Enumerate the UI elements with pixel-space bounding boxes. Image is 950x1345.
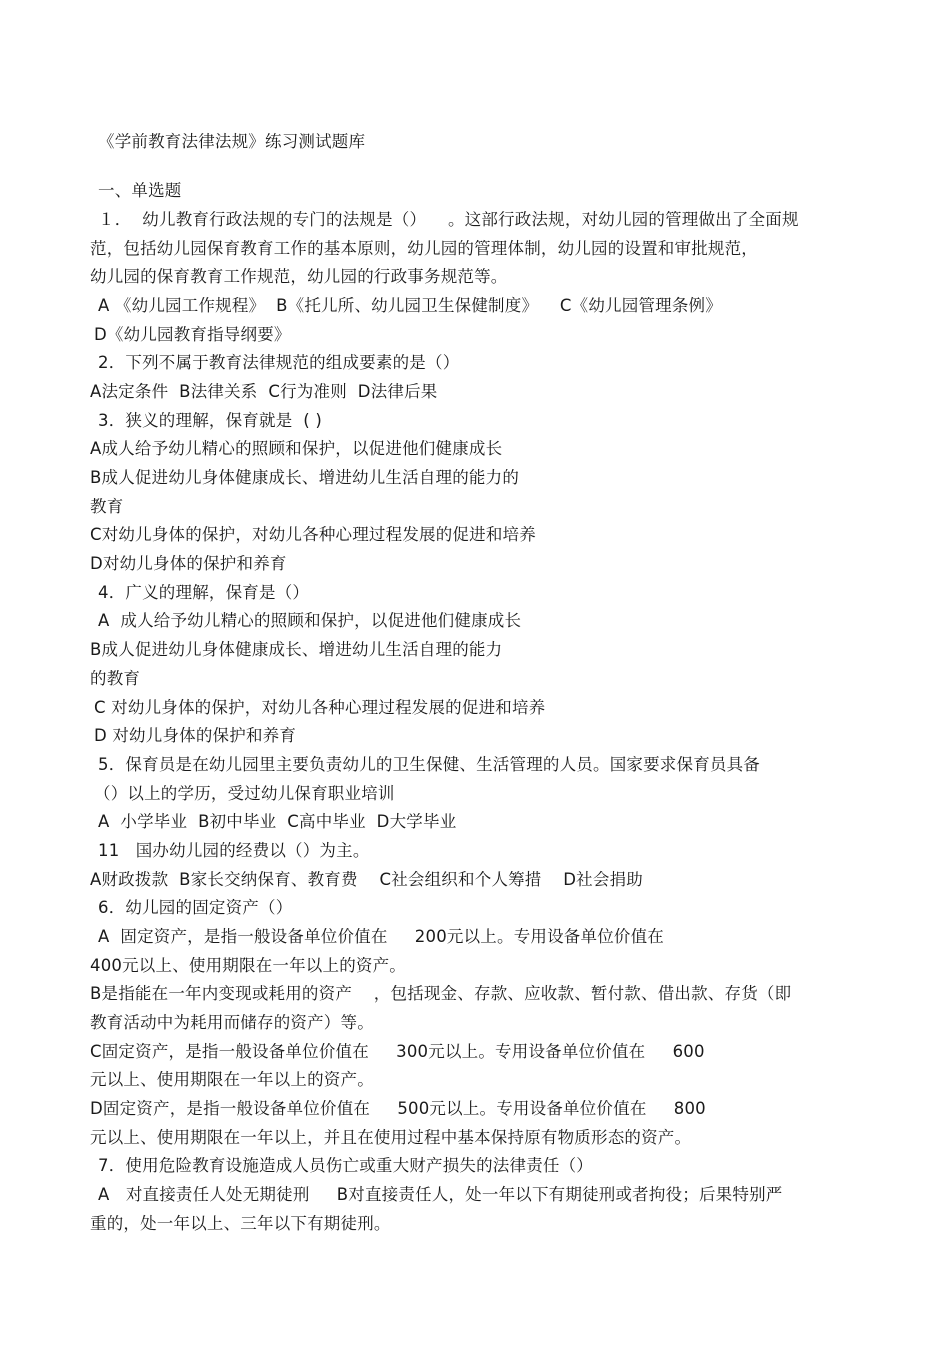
question-1-options: A 《幼儿园工作规程》 B《托儿所、幼儿园卫生保健制度》 C《幼儿园管理条例》: [98, 296, 722, 315]
question-6-option-b-cont: 教育活动中为耗用而储存的资产）等。: [90, 1013, 374, 1032]
question-4-option-c: C 对幼儿身体的保护，对幼儿各种心理过程发展的促进和培养: [94, 698, 546, 717]
question-1-line-2: 范，包括幼儿园保育教育工作的基本原则，幼儿园的管理体制，幼儿园的设置和审批规范，: [90, 239, 758, 258]
question-4-option-b-cont: 的教育: [90, 669, 141, 688]
question-7-options: A 对直接责任人处无期徒刑 B对直接责任人，处一年以下有期徒刑或者拘役；后果特别严: [98, 1185, 783, 1204]
question-5-line-2: （）以上的学历，受过幼儿保育职业培训: [94, 784, 395, 803]
question-1-option-d: D《幼儿园教育指导纲要》: [94, 325, 291, 344]
question-3-option-c: C对幼儿身体的保护，对幼儿各种心理过程发展的促进和培养: [90, 525, 536, 544]
question-6-option-d: D固定资产，是指一般设备单位价值在 500元以上。专用设备单位价值在 800: [90, 1099, 706, 1118]
question-6-option-c-cont: 元以上、使用期限在一年以上的资产。: [90, 1070, 374, 1089]
question-3-option-d: D对幼儿身体的保护和养育: [90, 554, 287, 573]
question-6-option-d-cont: 元以上、使用期限在一年以上，并且在使用过程中基本保持原有物质形态的资产。: [90, 1128, 692, 1147]
question-6-option-a-cont: 400元以上、使用期限在一年以上的资产。: [90, 956, 406, 975]
question-6-stem: 6．幼儿园的固定资产（）: [98, 898, 293, 917]
question-4-option-d: D 对幼儿身体的保护和养育: [94, 726, 297, 745]
question-3-option-b-cont: 教育: [90, 497, 124, 516]
question-4-option-b: B成人促进幼儿身体健康成长、增进幼儿生活自理的能力: [90, 640, 503, 659]
question-1-line-1: １． 幼儿教育行政法规的专门的法规是（） 。这部行政法规，对幼儿园的管理做出了全面规: [98, 210, 799, 229]
question-6-option-a: A 固定资产，是指一般设备单位价值在 200元以上。专用设备单位价值在: [98, 927, 664, 946]
question-4-option-a: A 成人给予幼儿精心的照顾和保护，以促进他们健康成长: [98, 611, 522, 630]
question-5-line-1: 5．保育员是在幼儿园里主要负责幼儿的卫生保健、生活管理的人员。国家要求保育员具备: [98, 755, 760, 774]
question-6-option-c: C固定资产，是指一般设备单位价值在 300元以上。专用设备单位价值在 600: [90, 1042, 705, 1061]
question-7-stem: 7．使用危险教育设施造成人员伤亡或重大财产损失的法律责任（）: [98, 1156, 593, 1175]
section-heading: 一、单选题: [98, 181, 182, 200]
question-7-options-cont: 重的，处一年以上、三年以下有期徒刑。: [90, 1214, 391, 1233]
question-5-options: A 小学毕业 B初中毕业 C高中毕业 D大学毕业: [98, 812, 457, 831]
question-4-stem: 4．广义的理解，保育是（）: [98, 583, 310, 602]
question-3-option-b: B成人促进幼儿身体健康成长、增进幼儿生活自理的能力的: [90, 468, 520, 487]
document-title: 《学前教育法律法规》练习测试题库: [98, 132, 366, 151]
question-6-option-b: B是指能在一年内变现或耗用的资产 ，包括现金、存款、应收款、暂付款、借出款、存货（即: [90, 984, 792, 1003]
question-3-option-a: A成人给予幼儿精心的照顾和保护，以促进他们健康成长: [90, 439, 503, 458]
question-2-stem: 2．下列不属于教育法律规范的组成要素的是（）: [98, 353, 460, 372]
question-11-stem: 11 国办幼儿园的经费以（）为主。: [98, 841, 370, 860]
question-2-options: A法定条件 B法律关系 C行为准则 D法律后果: [90, 382, 438, 401]
question-3-stem: 3．狭义的理解，保育就是 ( ): [98, 411, 323, 430]
question-11-options: A财政拨款 B家长交纳保育、教育费 C社会组织和个人筹措 D社会捐助: [90, 870, 643, 889]
question-1-line-3: 幼儿园的保育教育工作规范，幼儿园的行政事务规范等。: [90, 267, 508, 286]
